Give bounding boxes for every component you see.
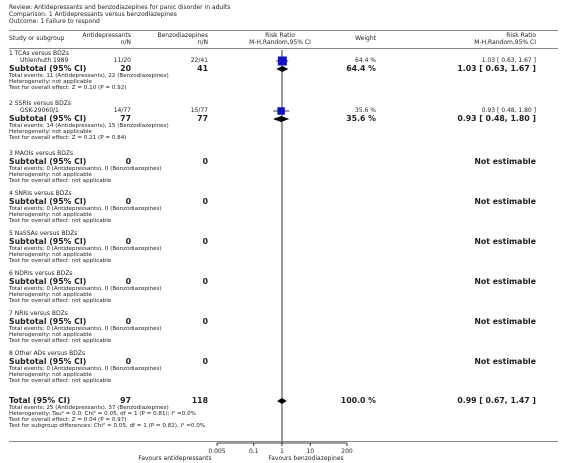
subtotal-weight: 35.6 %	[346, 114, 376, 123]
subgroup-title: 4 SNRIs versus BDZs	[9, 190, 72, 197]
subgroup-title: 7 NRIs versus BDZs	[9, 310, 68, 317]
subgroup-title: 1 TCAs versus BDZs	[9, 50, 70, 57]
subgroup-stat-line: Test for overall effect: not applicable	[9, 178, 112, 184]
total-bdz: 118	[191, 396, 208, 405]
favours-right-label: Favours benzodiazepines	[268, 455, 344, 462]
subtotal-label: Subtotal (95% CI)	[9, 237, 87, 246]
subgroup-title: 2 SSRIs versus BDZs	[9, 100, 71, 107]
subgroup-title: 5 NaSSAs versus BDZs	[9, 230, 78, 237]
subgroup-stat-line: Heterogeneity: not applicable	[9, 79, 92, 85]
col-rr-name: Risk Ratio	[265, 32, 295, 39]
study-weight: 35.6 %	[355, 107, 376, 114]
subtotal-bdz-total: 41	[197, 64, 208, 73]
subgroup-title: 6 NDRIs versus BDZs	[9, 270, 73, 277]
total-ci: 0.99 [ 0.67, 1.47 ]	[457, 396, 536, 405]
total-stat-line: Heterogeneity: Tau² = 0.0; Chi² = 0.05, df = 1 (P = 0.81); I² =0.0%	[9, 411, 196, 417]
x-tick-label: 200	[341, 448, 353, 455]
subtotal-ad-total: 0	[125, 317, 131, 326]
study-effect-box	[278, 56, 287, 65]
x-tick-label: 0.005	[208, 448, 226, 455]
col-rr2-method: M-H,Random,95% CI	[474, 39, 536, 46]
subtotal-bdz-total: 77	[197, 114, 208, 123]
comparison-title: Comparison: 1 Antidepressants versus benzodiazepines	[9, 11, 177, 18]
subgroup-stat-line: Test for overall effect: not applicable	[9, 298, 112, 304]
subtotal-bdz-total: 0	[202, 357, 208, 366]
subtotal-ci: Not estimable	[474, 277, 536, 286]
subgroup-stat-line: Test for overall effect: not applicable	[9, 338, 112, 344]
study-name: Uhlenhuth 1989	[20, 57, 69, 64]
subtotal-ci: Not estimable	[474, 237, 536, 246]
total-weight: 100.0 %	[340, 396, 376, 405]
subgroup-title: 8 Other ADs versus BDZs	[9, 350, 86, 357]
study-ad-events: 14/77	[113, 107, 131, 114]
review-title: Review: Antidepressants and benzodiazepines for panic disorder in adults	[9, 4, 231, 11]
subtotal-ci: 1.03 [ 0.63, 1.67 ]	[457, 64, 536, 73]
subtotal-bdz-total: 0	[202, 197, 208, 206]
subtotal-diamond	[276, 66, 288, 72]
subtotal-ad-total: 20	[120, 64, 131, 73]
subtotal-bdz-total: 0	[202, 237, 208, 246]
subtotal-ci: Not estimable	[474, 317, 536, 326]
study-bdz-events: 15/77	[190, 107, 208, 114]
table-bottom-rule	[9, 441, 558, 442]
subgroup-stat-line: Test for overall effect: not applicable	[9, 378, 112, 384]
x-tick-label: 0.1	[248, 448, 259, 455]
subtotal-ad-total: 0	[125, 277, 131, 286]
subtotal-bdz-total: 0	[202, 277, 208, 286]
subgroup-stat-line: Heterogeneity: not applicable	[9, 212, 92, 218]
subgroup-stat-line: Test for overall effect: not applicable	[9, 258, 112, 264]
subtotal-label: Subtotal (95% CI)	[9, 357, 87, 366]
subtotal-label: Subtotal (95% CI)	[9, 114, 87, 123]
subtotal-bdz-total: 0	[202, 317, 208, 326]
subtotal-label: Subtotal (95% CI)	[9, 157, 87, 166]
subtotal-label: Subtotal (95% CI)	[9, 64, 87, 73]
x-tick-label: 1	[280, 448, 284, 455]
outcome-title: Outcome: 1 Failure to respond	[9, 18, 100, 25]
subgroup-stat-line: Total events: 0 (Antidepressants), 0 (Benzodiazepines)	[9, 246, 162, 252]
subgroup-stat-line: Total events: 0 (Antidepressants), 0 (Benzodiazepines)	[9, 366, 162, 372]
subtotal-ad-total: 0	[125, 197, 131, 206]
overall-diamond	[277, 398, 287, 404]
total-label: Total (95% CI)	[9, 396, 71, 405]
subtotal-label: Subtotal (95% CI)	[9, 197, 87, 206]
col-rr2-name: Risk Ratio	[506, 32, 536, 39]
subgroup-title: 3 MAOIs versus BDZs	[9, 150, 74, 157]
subgroup-stat-line: Total events: 0 (Antidepressants), 0 (Benzodiazepines)	[9, 166, 162, 172]
study-ad-events: 11/20	[113, 57, 131, 64]
x-tick-label: 10	[306, 448, 315, 455]
col-study: Study or subgroup	[9, 35, 65, 42]
subgroup-stat-line: Total events: 0 (Antidepressants), 0 (Benzodiazepines)	[9, 286, 162, 292]
subtotal-bdz-total: 0	[202, 157, 208, 166]
study-bdz-events: 22/41	[190, 57, 208, 64]
subgroup-stat-line: Heterogeneity: not applicable	[9, 332, 92, 338]
subtotal-ad-total: 77	[120, 114, 131, 123]
study-name: GSK-29060/1	[20, 107, 59, 114]
subtotal-label: Subtotal (95% CI)	[9, 317, 87, 326]
subgroup-stat-line: Total events: 0 (Antidepressants), 0 (Benzodiazepines)	[9, 206, 162, 212]
subtotal-ci: 0.93 [ 0.48, 1.80 ]	[457, 114, 536, 123]
col-rr-method: M-H,Random,95% CI	[249, 39, 311, 46]
total-ad: 97	[120, 396, 131, 405]
col-ad-unit: n/N	[120, 39, 131, 46]
subtotal-label: Subtotal (95% CI)	[9, 277, 87, 286]
subgroup-stat-line: Test for overall effect: Z = 0.10 (P = 0.92)	[9, 85, 127, 91]
subtotal-diamond	[273, 116, 289, 122]
subgroup-stat-line: Test for overall effect: Z = 0.21 (P = 0.84)	[9, 135, 127, 141]
subtotal-ad-total: 0	[125, 157, 131, 166]
subgroup-stat-line: Heterogeneity: not applicable	[9, 129, 92, 135]
col-bdz-unit: n/N	[197, 39, 208, 46]
study-effect-box	[277, 107, 284, 114]
subgroup-stat-line: Heterogeneity: not applicable	[9, 172, 92, 178]
subtotal-ad-total: 0	[125, 237, 131, 246]
subtotal-weight: 64.4 %	[346, 64, 376, 73]
subtotal-ci: Not estimable	[474, 197, 536, 206]
subgroup-stat-line: Total events: 11 (Antidepressants), 22 (Benzodiazepines)	[9, 73, 169, 79]
subgroup-stat-line: Total events: 14 (Antidepressants), 15 (Benzodiazepines)	[9, 123, 169, 129]
total-stat-line: Test for subgroup differences: Chi² = 0.05, df = 1 (P = 0.82), I² =0.0%	[9, 423, 206, 429]
subgroup-stat-line: Heterogeneity: not applicable	[9, 252, 92, 258]
study-ci: 1.03 [ 0.63, 1.67 ]	[481, 57, 536, 64]
total-stat-line: Test for overall effect: Z = 0.04 (P = 0.97)	[9, 417, 127, 423]
total-stat-line: Total events: 25 (Antidepressants), 37 (Benzodiazepines)	[9, 405, 169, 411]
subtotal-ad-total: 0	[125, 357, 131, 366]
col-weight: Weight	[355, 35, 376, 42]
col-ad-name: Antidepressants	[82, 32, 131, 39]
subtotal-ci: Not estimable	[474, 157, 536, 166]
favours-left-label: Favours antidepressants	[138, 455, 212, 462]
subgroup-stat-line: Heterogeneity: not applicable	[9, 292, 92, 298]
col-bdz-name: Benzodiazepines	[157, 32, 208, 39]
study-weight: 64.4 %	[355, 57, 376, 64]
study-ci: 0.93 [ 0.48, 1.80 ]	[481, 107, 536, 114]
subgroup-stat-line: Total events: 0 (Antidepressants), 0 (Benzodiazepines)	[9, 326, 162, 332]
subgroup-stat-line: Test for overall effect: not applicable	[9, 218, 112, 224]
subtotal-ci: Not estimable	[474, 357, 536, 366]
subgroup-stat-line: Heterogeneity: not applicable	[9, 372, 92, 378]
